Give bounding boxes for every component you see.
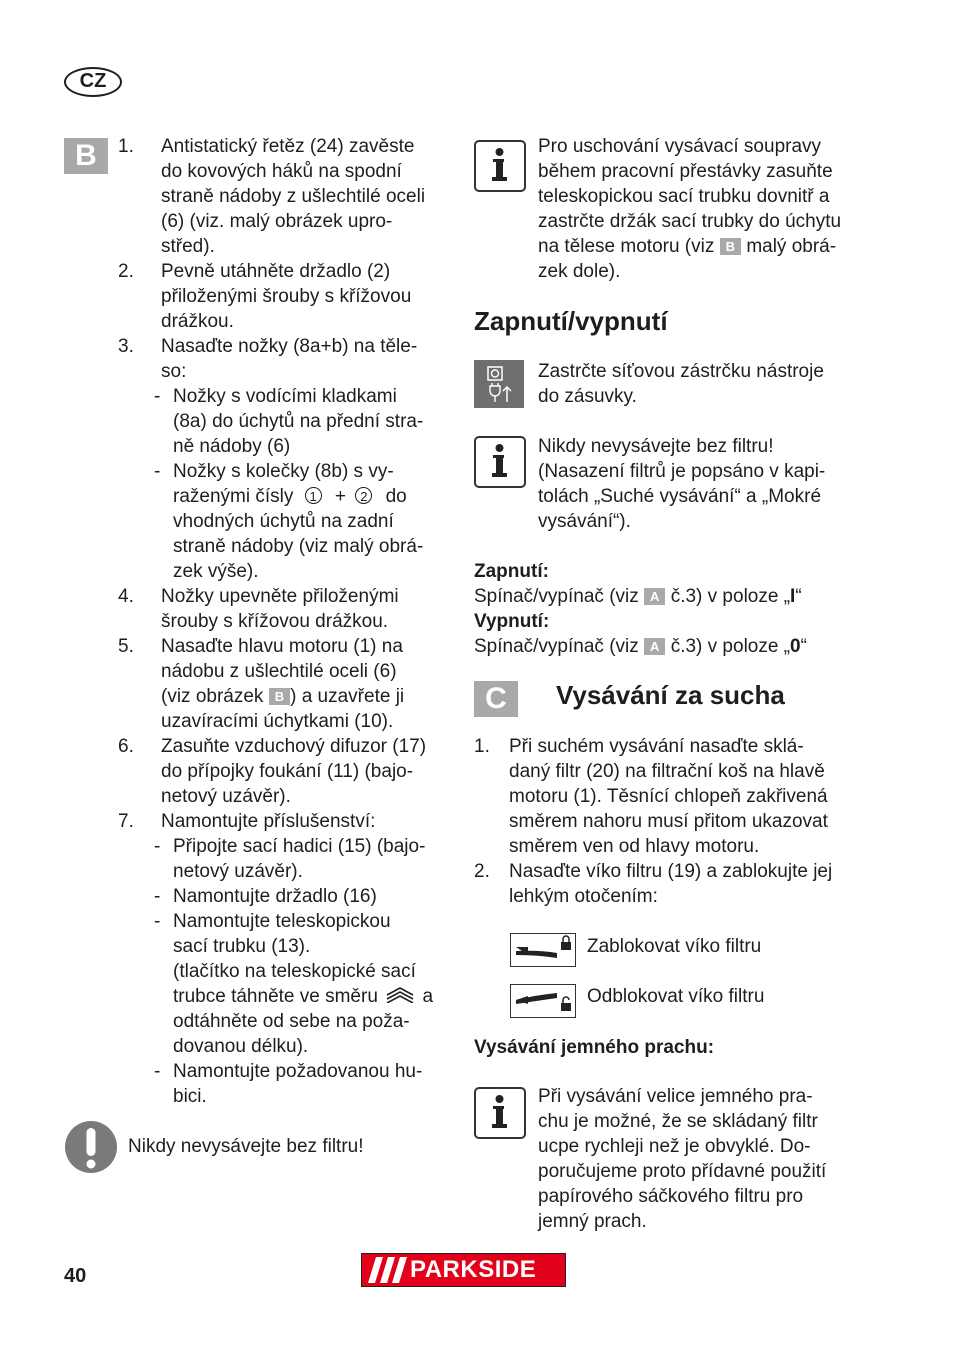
plug-instruction xyxy=(538,359,824,409)
switch-position-value: 0 xyxy=(790,636,801,657)
text-line: straně nádoby z ušlechtilé oceli xyxy=(161,186,426,207)
left-column xyxy=(118,134,458,1109)
switch-section xyxy=(474,559,807,659)
plug-icon xyxy=(474,360,524,408)
text-line: do přípojky foukání (11) (bajo- xyxy=(161,761,414,782)
text-line: směrem nahoru musí přitom ukazovat xyxy=(509,811,828,832)
warning-text: Nikdy nevysávejte bez filtru! xyxy=(128,1136,364,1157)
text-line: jemný prach. xyxy=(538,1211,647,1232)
lock-text: Zablokovat víko filtru xyxy=(587,936,762,957)
text-line: motoru (1). Těsnící chlopeň zakřivená xyxy=(509,786,828,807)
dash-bullet: - xyxy=(154,911,161,932)
list-number: 2. xyxy=(118,261,134,282)
text-line: Nožky s vodícími kladkami xyxy=(173,386,397,407)
lock-filter-lid-icon xyxy=(510,933,576,967)
sub-list-item xyxy=(118,459,458,584)
figure-a-badge: A xyxy=(644,638,665,655)
figure-a-badge: A xyxy=(644,588,665,605)
sub-list-item xyxy=(118,834,458,884)
text-line: Zasuňte vzduchový difuzor (17) xyxy=(161,736,427,757)
list-item xyxy=(118,259,458,334)
heading-on-off: Zapnutí/vypnutí xyxy=(474,306,668,336)
text-fragment: malý obrá- xyxy=(746,236,837,257)
text-line: šrouby s křížovou drážkou. xyxy=(161,611,389,632)
unlock-text: Odblokovat víko filtru xyxy=(587,986,765,1007)
info-storage-text xyxy=(538,134,841,284)
dash-bullet: - xyxy=(154,386,161,407)
text-line: odtáhněte od sebe na poža- xyxy=(173,1011,410,1032)
text-line: Nožky upevněte přiloženými xyxy=(161,586,399,607)
on-instruction xyxy=(474,584,807,609)
text-line: netový uzávěr). xyxy=(173,861,303,882)
text-line: nádobu z ušlechtilé oceli (6) xyxy=(161,661,397,682)
section-c-marker: C xyxy=(474,681,518,717)
plus-sign: + xyxy=(334,486,347,507)
text-line: sací trubku (13). xyxy=(173,936,311,957)
text-fragment: do xyxy=(385,486,407,507)
list-item xyxy=(118,809,458,834)
parkside-logo xyxy=(361,1253,566,1287)
text-line: uzavíracími úchytkami (10). xyxy=(161,711,394,732)
text-line: teleskopickou sací trubku dovnitř a xyxy=(538,186,830,207)
list-item xyxy=(118,334,458,384)
text-line: přiloženými šrouby s křížovou xyxy=(161,286,412,307)
text-line: zastrčte držák sací trubky do úchytu xyxy=(538,211,842,232)
list-number: 3. xyxy=(118,336,134,357)
text-fragment: č.3) v poloze „ xyxy=(670,636,791,657)
list-number: 4. xyxy=(118,586,134,607)
text-fragment: (viz obrázek xyxy=(161,686,264,707)
text-line xyxy=(173,484,423,509)
text-line: střed). xyxy=(161,236,215,257)
text-line: Nasaďte víko filtru (19) a zablokujte jej xyxy=(509,861,833,882)
dash-bullet: - xyxy=(154,1061,161,1082)
text-line: Namontujte držadlo (16) xyxy=(173,886,377,907)
text-line: (tlačítko na teleskopické sací xyxy=(173,961,416,982)
list-number: 6. xyxy=(118,736,134,757)
text-line: Nasaďte hlavu motoru (1) na xyxy=(161,636,403,657)
text-line xyxy=(161,684,404,709)
info-icon xyxy=(474,1087,526,1139)
sub-list-item xyxy=(118,1059,458,1109)
text-fragment: a xyxy=(422,986,434,1007)
text-line: do kovových háků na spodní xyxy=(161,161,402,182)
text-line: do zásuvky. xyxy=(538,386,637,407)
text-line: Při suchém vysávání nasaďte sklá- xyxy=(509,736,804,757)
list-number: 1. xyxy=(474,736,490,757)
unlock-filter-lid-icon xyxy=(510,984,576,1018)
off-label: Vypnutí: xyxy=(474,611,550,632)
text-fragment: č.3) v poloze „ xyxy=(670,586,791,607)
switch-position-value: I xyxy=(790,586,796,607)
text-line: Nikdy nevysávejte bez filtru! xyxy=(538,436,774,457)
text-line: tolách „Suché vysávání“ a „Mokré xyxy=(538,486,822,507)
text-line xyxy=(538,234,841,259)
text-line: bici. xyxy=(173,1086,207,1107)
circled-number-1: 1 xyxy=(305,487,322,504)
text-line: během pracovní přestávky zasuňte xyxy=(538,161,833,182)
list-number: 7. xyxy=(118,811,134,832)
page-number: 40 xyxy=(64,1265,87,1287)
text-line: Antistatický řetěz (24) zavěste xyxy=(161,136,415,157)
text-line: drážkou. xyxy=(161,311,234,332)
figure-b-badge: B xyxy=(720,238,741,255)
dry-steps xyxy=(474,734,874,909)
list-number: 1. xyxy=(118,136,134,157)
circled-number-2: 2 xyxy=(355,487,372,504)
text-line: směrem ven od hlavy motoru. xyxy=(509,836,760,857)
text-line: Nasaďte nožky (8a+b) na těle- xyxy=(161,336,418,357)
text-line: papírového sáčkového filtru pro xyxy=(538,1186,804,1207)
text-fragment: raženými čísly xyxy=(173,486,294,507)
text-line: dovanou délku). xyxy=(173,1036,309,1057)
text-line: vysávání“). xyxy=(538,511,631,532)
text-line: vhodných úchytů na zadní xyxy=(173,511,394,532)
text-line: Pro uschování vysávací soupravy xyxy=(538,136,822,157)
text-line: zek dole). xyxy=(538,261,621,282)
text-line: so: xyxy=(161,361,187,382)
text-line: ně nádoby (6) xyxy=(173,436,291,457)
sub-list-item xyxy=(118,909,458,1059)
list-number: 5. xyxy=(118,636,134,657)
logo-stripes-icon xyxy=(366,1257,410,1283)
text-line: poručujeme proto přídavné použití xyxy=(538,1161,827,1182)
double-chevron-up-icon xyxy=(385,987,415,1003)
heading-dry-vacuuming: Vysávání za sucha xyxy=(556,680,785,710)
list-number: 2. xyxy=(474,861,490,882)
text-line: Připojte sací hadici (15) (bajo- xyxy=(173,836,426,857)
text-fragment: “ xyxy=(795,586,802,607)
text-line: Při vysávání velice jemného pra- xyxy=(538,1086,813,1107)
off-instruction xyxy=(474,634,807,659)
fine-dust-label: Vysávání jemného prachu: xyxy=(474,1037,715,1058)
text-fragment: ) a uzavřete ji xyxy=(290,686,405,707)
info-icon xyxy=(474,436,526,488)
text-line: Namontujte příslušenství: xyxy=(161,811,376,832)
brand-name: PARKSIDE xyxy=(410,1256,537,1283)
text-line: straně nádoby (viz malý obrá- xyxy=(173,536,424,557)
text-line xyxy=(173,984,433,1009)
text-line: Namontujte požadovanou hu- xyxy=(173,1061,423,1082)
sub-list-item xyxy=(118,884,458,909)
list-item xyxy=(118,634,458,734)
text-line: (6) (viz. malý obrázek upro- xyxy=(161,211,393,232)
figure-b-badge: B xyxy=(269,688,290,705)
text-line: (8a) do úchytů na přední stra- xyxy=(173,411,424,432)
text-line: zek výše). xyxy=(173,561,259,582)
text-line: netový uzávěr). xyxy=(161,786,291,807)
text-line: Nožky s kolečky (8b) s vy- xyxy=(173,461,394,482)
text-line: chu je možné, že se skládaný filtr xyxy=(538,1111,818,1132)
text-line: ucpe rychleji než je obvyklé. Do- xyxy=(538,1136,811,1157)
on-label: Zapnutí: xyxy=(474,561,549,582)
language-badge: CZ xyxy=(64,67,122,97)
text-fragment: Spínač/vypínač (viz xyxy=(474,636,639,657)
dash-bullet: - xyxy=(154,461,161,482)
text-fragment: trubce táhněte ve směru xyxy=(173,986,378,1007)
text-line: Pevně utáhněte držadlo (2) xyxy=(161,261,391,282)
section-b-marker: B xyxy=(64,138,108,174)
text-line: Namontujte teleskopickou xyxy=(173,911,391,932)
text-fragment: Spínač/vypínač (viz xyxy=(474,586,639,607)
text-fragment: na tělese motoru (viz xyxy=(538,236,715,257)
text-line: Zastrčte síťovou zástrčku nástroje xyxy=(538,361,824,382)
text-line: (Nasazení filtrů je popsáno v kapi- xyxy=(538,461,826,482)
dash-bullet: - xyxy=(154,886,161,907)
text-line: daný filtr (20) na filtrační koš na hlavě xyxy=(509,761,825,782)
exclamation-warning-icon xyxy=(64,1120,118,1174)
list-item xyxy=(118,134,458,259)
text-line: lehkým otočením: xyxy=(509,886,658,907)
list-item xyxy=(118,734,458,809)
text-fragment: “ xyxy=(800,636,807,657)
list-item xyxy=(474,859,874,909)
info-icon xyxy=(474,140,526,192)
info-fine-dust-text xyxy=(538,1084,826,1234)
dash-bullet: - xyxy=(154,836,161,857)
list-item xyxy=(118,584,458,634)
list-item xyxy=(474,734,874,859)
info-filter-text xyxy=(538,434,825,534)
sub-list-item xyxy=(118,384,458,459)
